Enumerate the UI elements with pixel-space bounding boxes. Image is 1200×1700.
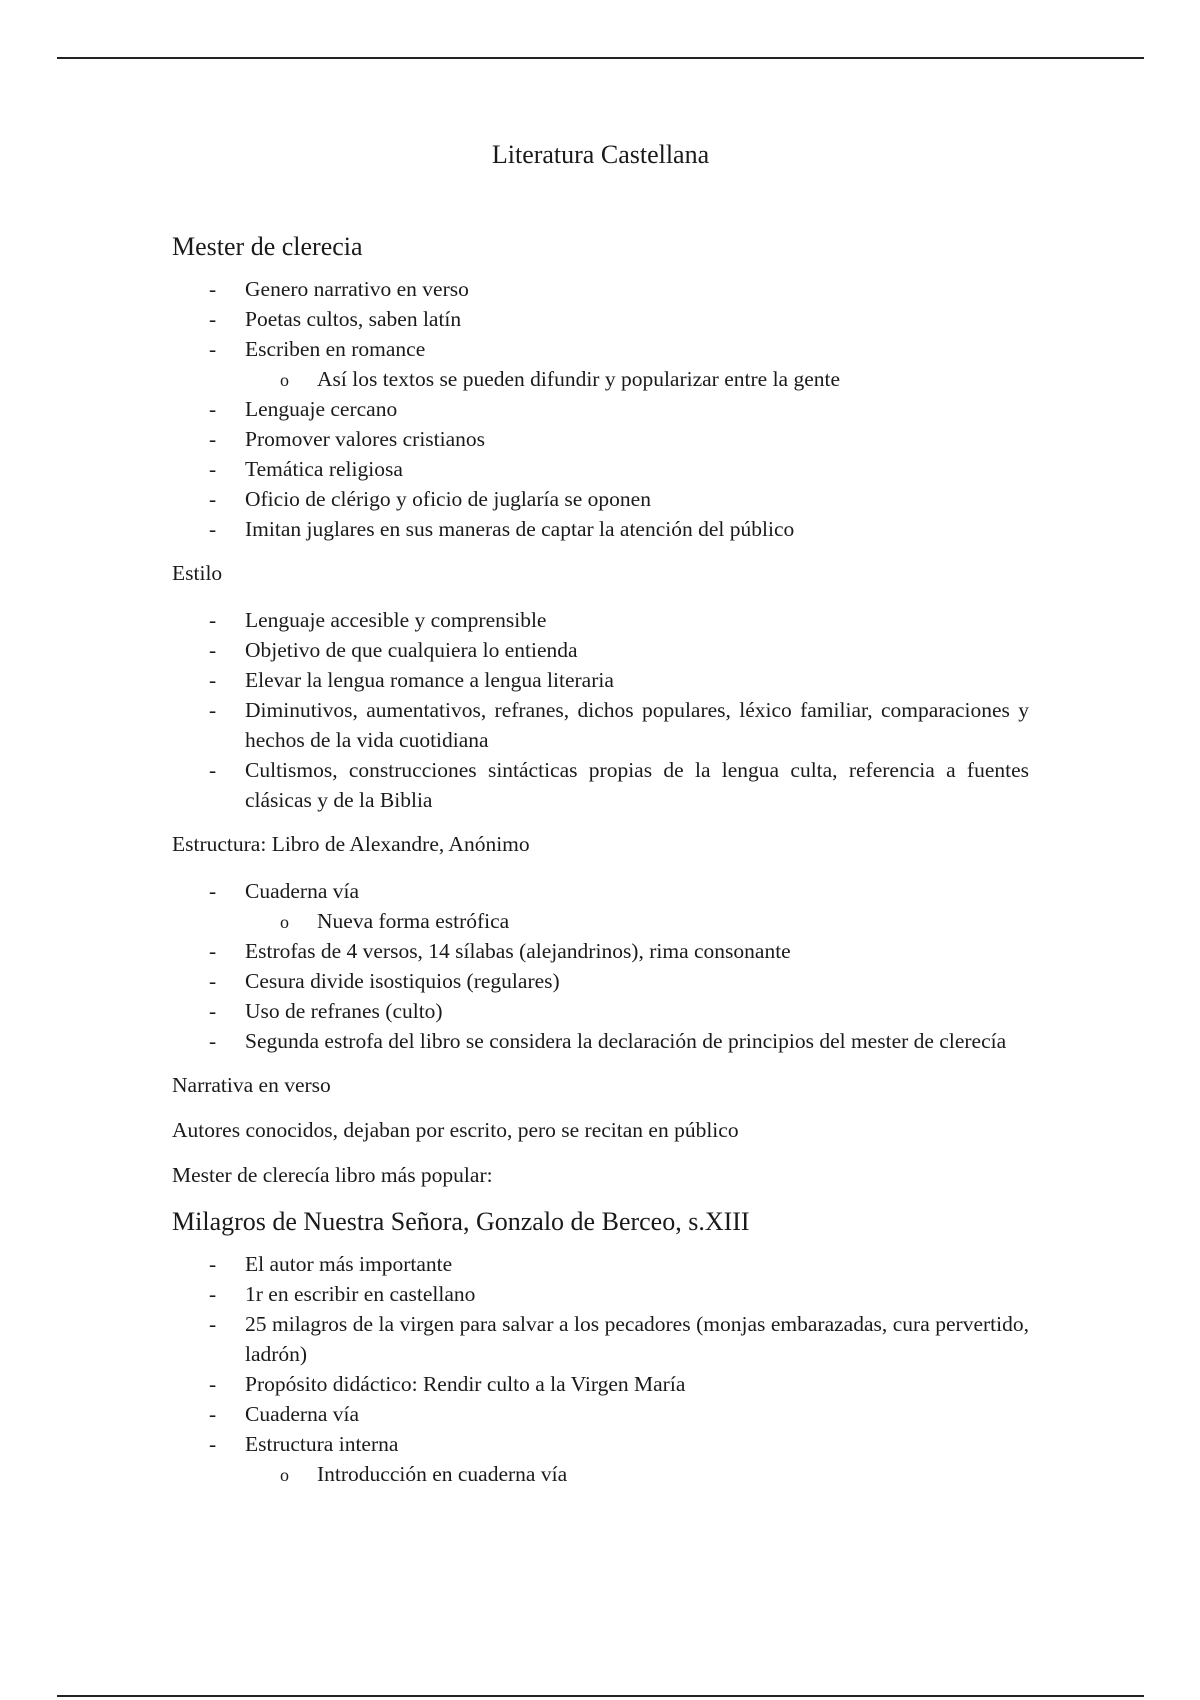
list-item: - Promover valores cristianos	[172, 424, 1029, 454]
list-item: - Cuaderna vía	[172, 1399, 1029, 1429]
list-item: - Cultismos, construcciones sintácticas propias de la lengua culta, referencia a fuentes clásicas y de la Biblia	[172, 755, 1029, 815]
sub-list	[245, 364, 1029, 394]
note-autores: Autores conocidos, dejaban por escrito, pero se recitan en público	[172, 1118, 739, 1142]
document-body	[172, 140, 1029, 1505]
list-item: - Oficio de clérigo y oficio de juglaría se oponen	[172, 484, 1029, 514]
label-estructura: Estructura: Libro de Alexandre, Anónimo	[172, 832, 530, 856]
sub-list	[245, 1459, 1029, 1489]
bottom-rule	[57, 1695, 1144, 1697]
page-title: Literatura Castellana	[491, 140, 710, 169]
list-item: - Diminutivos, aumentativos, refranes, dichos populares, léxico familiar, comparaciones y hechos de la vida cuotidiana	[172, 695, 1029, 755]
estilo-list	[172, 605, 1029, 815]
heading-milagros: Milagros de Nuestra Señora, Gonzalo de Berceo, s.XIII	[172, 1207, 750, 1236]
list-item: - Imitan juglares en sus maneras de captar la atención del público	[172, 514, 1029, 544]
heading-mester: Mester de clerecia	[172, 232, 363, 261]
mester-list	[172, 274, 1029, 544]
list-item: - Estructura interna o Introducción en cuaderna vía	[172, 1429, 1029, 1489]
list-item: - Objetivo de que cualquiera lo entienda	[172, 635, 1029, 665]
list-item: - Segunda estrofa del libro se considera la declaración de principios del mester de clerecía	[172, 1026, 1029, 1056]
list-item: - Lenguaje cercano	[172, 394, 1029, 424]
estructura-list	[172, 876, 1029, 1056]
list-item: - Uso de refranes (culto)	[172, 996, 1029, 1026]
top-rule	[57, 57, 1144, 59]
label-estilo: Estilo	[172, 561, 223, 585]
sub-list-item: o Introducción en cuaderna vía	[172, 1459, 1029, 1489]
milagros-list	[172, 1249, 1029, 1489]
list-item: - 25 milagros de la virgen para salvar a los pecadores (monjas embarazadas, cura pervertido, ladrón)	[172, 1309, 1029, 1369]
list-item: - Cesura divide isostiquios (regulares)	[172, 966, 1029, 996]
list-item: - Estrofas de 4 versos, 14 sílabas (alejandrinos), rima consonante	[172, 936, 1029, 966]
note-libro-popular: Mester de clerecía libro más popular:	[172, 1163, 493, 1187]
list-item: - El autor más importante	[172, 1249, 1029, 1279]
list-item: - Escriben en romance o Así los textos se pueden difundir y popularizar entre la gente	[172, 334, 1029, 394]
sub-list	[245, 906, 1029, 936]
list-item: - Lenguaje accesible y comprensible	[172, 605, 1029, 635]
list-item: - 1r en escribir en castellano	[172, 1279, 1029, 1309]
list-item: - Temática religiosa	[172, 454, 1029, 484]
sub-list-item: o Nueva forma estrófica	[172, 906, 1029, 936]
note-narrativa: Narrativa en verso	[172, 1073, 331, 1097]
list-item: - Genero narrativo en verso	[172, 274, 1029, 304]
list-item: - Poetas cultos, saben latín	[172, 304, 1029, 334]
sub-list-item: o Así los textos se pueden difundir y popularizar entre la gente	[172, 364, 1029, 394]
list-item: - Elevar la lengua romance a lengua literaria	[172, 665, 1029, 695]
list-item: - Cuaderna vía o Nueva forma estrófica	[172, 876, 1029, 936]
list-item: - Propósito didáctico: Rendir culto a la Virgen María	[172, 1369, 1029, 1399]
